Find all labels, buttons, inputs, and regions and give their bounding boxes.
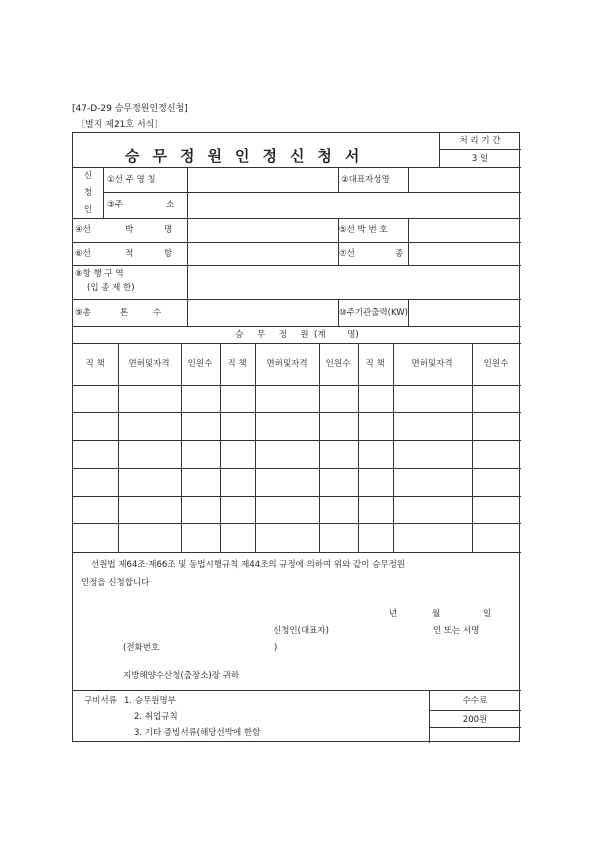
ship-type-label-part1: ⑦선 — [339, 249, 355, 259]
representative-name-label: ②대표자성명 — [341, 175, 390, 185]
seal-or-signature: 인 또는 서명 — [433, 626, 480, 636]
address-label-part2: 소 — [166, 200, 175, 210]
ship-type-label-part2: 종 — [395, 249, 404, 259]
statement-line-2: 인정을 신청합니다 — [81, 578, 150, 588]
processing-period-value: 3 일 — [471, 154, 489, 164]
document-item: 3. 기타 증빙서류(해당선박에 한함 — [134, 728, 261, 738]
owner-name-label: ①선 주 명 칭 — [107, 175, 156, 185]
applicant-char-2: 청 — [83, 188, 93, 198]
date-month: 월 — [432, 609, 441, 619]
document-item: 2. 취업규칙 — [134, 712, 178, 722]
fee-value: 200원 — [462, 715, 488, 725]
fee-label: 수수료 — [462, 696, 488, 706]
port-label-part3: 항 — [164, 249, 173, 259]
ship-name-label-part1: ④선 — [75, 225, 91, 235]
form-title: 승무정원인정신청서 — [125, 147, 373, 165]
applicant-char-3: 인 — [83, 205, 93, 215]
navigation-area-label: ⑧항 행 구 역 — [75, 269, 124, 279]
applicant-char-1: 신 — [83, 171, 93, 181]
crew-col-header: 인원수 — [483, 359, 509, 369]
processing-period-label: 처 리 기 간 — [459, 136, 501, 146]
documents-label: 구비서류 — [84, 696, 117, 706]
statement-line-1: 선원법 제64조·제66조 및 동법시행규칙 제44조의 규정에 의하여 위와 같이 승무정원 — [91, 560, 406, 570]
crew-col-header: 인원수 — [187, 359, 213, 369]
date-day: 일 — [483, 609, 492, 619]
ship-number-label: ⑤선 박 번 호 — [339, 225, 388, 235]
tonnage-label-part1: ⑨총 — [75, 308, 91, 318]
phone-close: ) — [274, 643, 278, 653]
address-label-part1: ③주 — [107, 200, 123, 210]
ship-name-label-part3: 명 — [164, 225, 173, 235]
tonnage-label-part2: 톤 — [120, 308, 129, 318]
form-code: [47-D-29 승무정원인정신청] — [72, 104, 188, 114]
crew-col-header: 직 책 — [365, 359, 385, 369]
port-label-part1: ⑥선 — [75, 249, 91, 259]
navigation-area-sublabel: (입 종 제 한) — [87, 283, 135, 293]
phone-label: (전화번호 — [123, 643, 160, 653]
applicant-signature-label: 신청인(대표자) — [273, 626, 329, 636]
form-number: 〔별지 제21호 서식〕 — [76, 120, 164, 130]
crew-section-title: 승 무 정 원 (계 명) — [235, 330, 359, 340]
crew-col-header: 면허및자격 — [128, 359, 170, 369]
crew-col-header: 면허및자격 — [266, 359, 308, 369]
crew-col-header: 직 책 — [85, 359, 105, 369]
crew-col-header: 직 책 — [227, 359, 247, 369]
engine-output-label: ⑩주기관출력(KW) — [339, 308, 408, 318]
crew-col-header: 면허및자격 — [411, 359, 453, 369]
document-item: 1. 승무원명부 — [124, 696, 176, 706]
tonnage-label-part3: 수 — [153, 308, 162, 318]
port-label-part2: 적 — [125, 249, 134, 259]
date-year: 년 — [389, 609, 398, 619]
addressee: 지방해양수산청(출장소)장 귀하 — [123, 671, 240, 681]
application-form — [72, 132, 520, 742]
ship-name-label-part2: 박 — [125, 225, 134, 235]
crew-col-header: 인원수 — [325, 359, 351, 369]
